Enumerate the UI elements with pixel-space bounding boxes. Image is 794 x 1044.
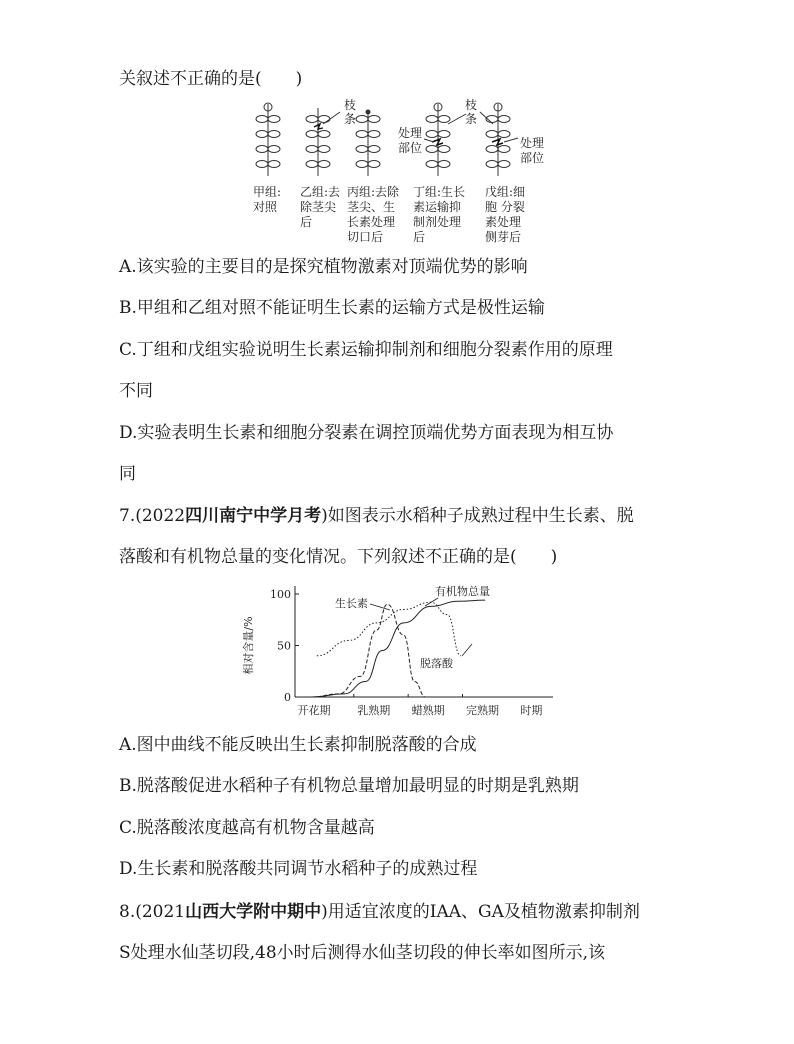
group-jia-line1: 甲组:	[253, 185, 282, 199]
q7-option-d: D.生长素和脱落酸共同调节水稻种子的成熟过程	[119, 859, 478, 879]
group-wu-line2: 胞 分裂	[485, 200, 525, 214]
group-ding-line2: 素运输抑	[413, 200, 462, 214]
q7-stem-text1: )如图表示水稻种子成熟过程中生长素、脱	[321, 506, 634, 526]
group-bing-line3: 长素处理	[347, 215, 396, 229]
group-bing-line2: 茎尖、生	[347, 200, 396, 214]
q7-source: 四川南宁中学月考	[185, 506, 322, 526]
group-bing-line1: 丙组:去除	[347, 185, 400, 199]
group-wu-line4: 侧芽后	[485, 230, 522, 244]
branch-label-1b: 条	[344, 112, 357, 126]
group-yi-line2: 除茎尖	[300, 200, 337, 214]
q7-option-a: A.图中曲线不能反映出生长素抑制脱落酸的合成	[119, 735, 477, 755]
q7-number: 7.(2022	[119, 506, 186, 526]
q6-option-d-line1: D.实验表明生长素和细胞分裂素在调控顶端优势方面表现为相互协	[119, 423, 614, 443]
treat-label-right-b: 部位	[520, 151, 545, 165]
q7-stem-line1	[119, 505, 634, 527]
q6-intro: 关叙述不正确的是( )	[119, 69, 303, 89]
y-axis-label: 相对含量/%	[242, 616, 255, 675]
branch-label-2a: 枝	[465, 98, 478, 112]
q6-option-d-line2: 同	[119, 464, 136, 484]
plant-jia	[256, 103, 280, 176]
series-line-生长素	[311, 604, 425, 697]
y-tick-label: 50	[277, 639, 291, 653]
series-label: 生长素	[335, 597, 368, 610]
series-line-脱落酸	[317, 602, 461, 656]
q6-option-c-line1: C.丁组和戊组实验说明生长素运输抑制剂和细胞分裂素作用的原理	[119, 340, 613, 360]
y-tick-label: 100	[270, 588, 291, 601]
y-tick-label: 0	[284, 691, 291, 704]
plant-bing	[356, 110, 380, 176]
group-wu-line1: 戊组:细	[485, 185, 526, 199]
x-tick-label: 时期	[520, 704, 543, 717]
q8-stem-text1: )用适宜浓度的IAA、GA及植物激素抑制剂	[321, 902, 640, 922]
q7-option-c: C.脱落酸浓度越高有机物含量越高	[119, 818, 375, 838]
x-tick-label: 完熟期	[466, 704, 499, 717]
group-ding-line1: 丁组:生长	[413, 185, 466, 199]
plant-yi	[306, 108, 340, 176]
group-yi-line3: 后	[300, 215, 313, 229]
q8-source: 山西大学附中期中	[185, 902, 322, 922]
series-line-有机物总量	[311, 600, 485, 697]
q8-stem-line2: S处理水仙茎切段,48小时后测得水仙茎切段的伸长率如图所示,该	[119, 943, 606, 963]
group-ding-line3: 制剂处理	[413, 215, 462, 229]
q6-option-c-line2: 不同	[119, 381, 153, 401]
series-label: 有机物总量	[435, 585, 490, 598]
q7-option-b: B.脱落酸促进水稻种子有机物总量增加最明显的时期是乳熟期	[119, 776, 579, 796]
x-tick-label: 开花期	[297, 704, 331, 717]
plant-wu	[480, 103, 518, 176]
group-wu-line3: 素处理	[485, 215, 522, 229]
series-label: 脱落酸	[420, 657, 453, 670]
branch-label-2b: 条	[465, 112, 478, 126]
treat-label-left-b: 部位	[398, 141, 423, 155]
x-tick-label: 蜡熟期	[411, 704, 445, 717]
treat-label-left-a: 处理	[398, 126, 423, 140]
treat-label-right-a: 处理	[520, 136, 545, 150]
group-ding-line4: 后	[413, 230, 426, 244]
q6-option-b: B.甲组和乙组对照不能证明生长素的运输方式是极性运输	[119, 298, 545, 318]
branch-label-1a: 枝	[344, 98, 357, 112]
hormone-chart	[240, 582, 560, 722]
q8-stem-line1	[119, 901, 640, 923]
x-tick-label: 乳熟期	[357, 704, 391, 717]
series-label-leader	[462, 644, 472, 656]
group-bing-line4: 切口后	[347, 230, 384, 244]
chart-lines	[311, 600, 485, 697]
group-jia-line2: 对照	[253, 200, 278, 214]
series-label-leader	[370, 604, 390, 610]
q6-option-a: A.该实验的主要目的是探究植物激素对顶端优势的影响	[119, 257, 528, 277]
group-yi-line1: 乙组:去	[300, 185, 341, 199]
plant-ding	[424, 103, 466, 176]
q7-stem-line2: 落酸和有机物总量的变化情况。下列叙述不正确的是( )	[119, 547, 558, 567]
q8-number: 8.(2021	[119, 902, 186, 922]
